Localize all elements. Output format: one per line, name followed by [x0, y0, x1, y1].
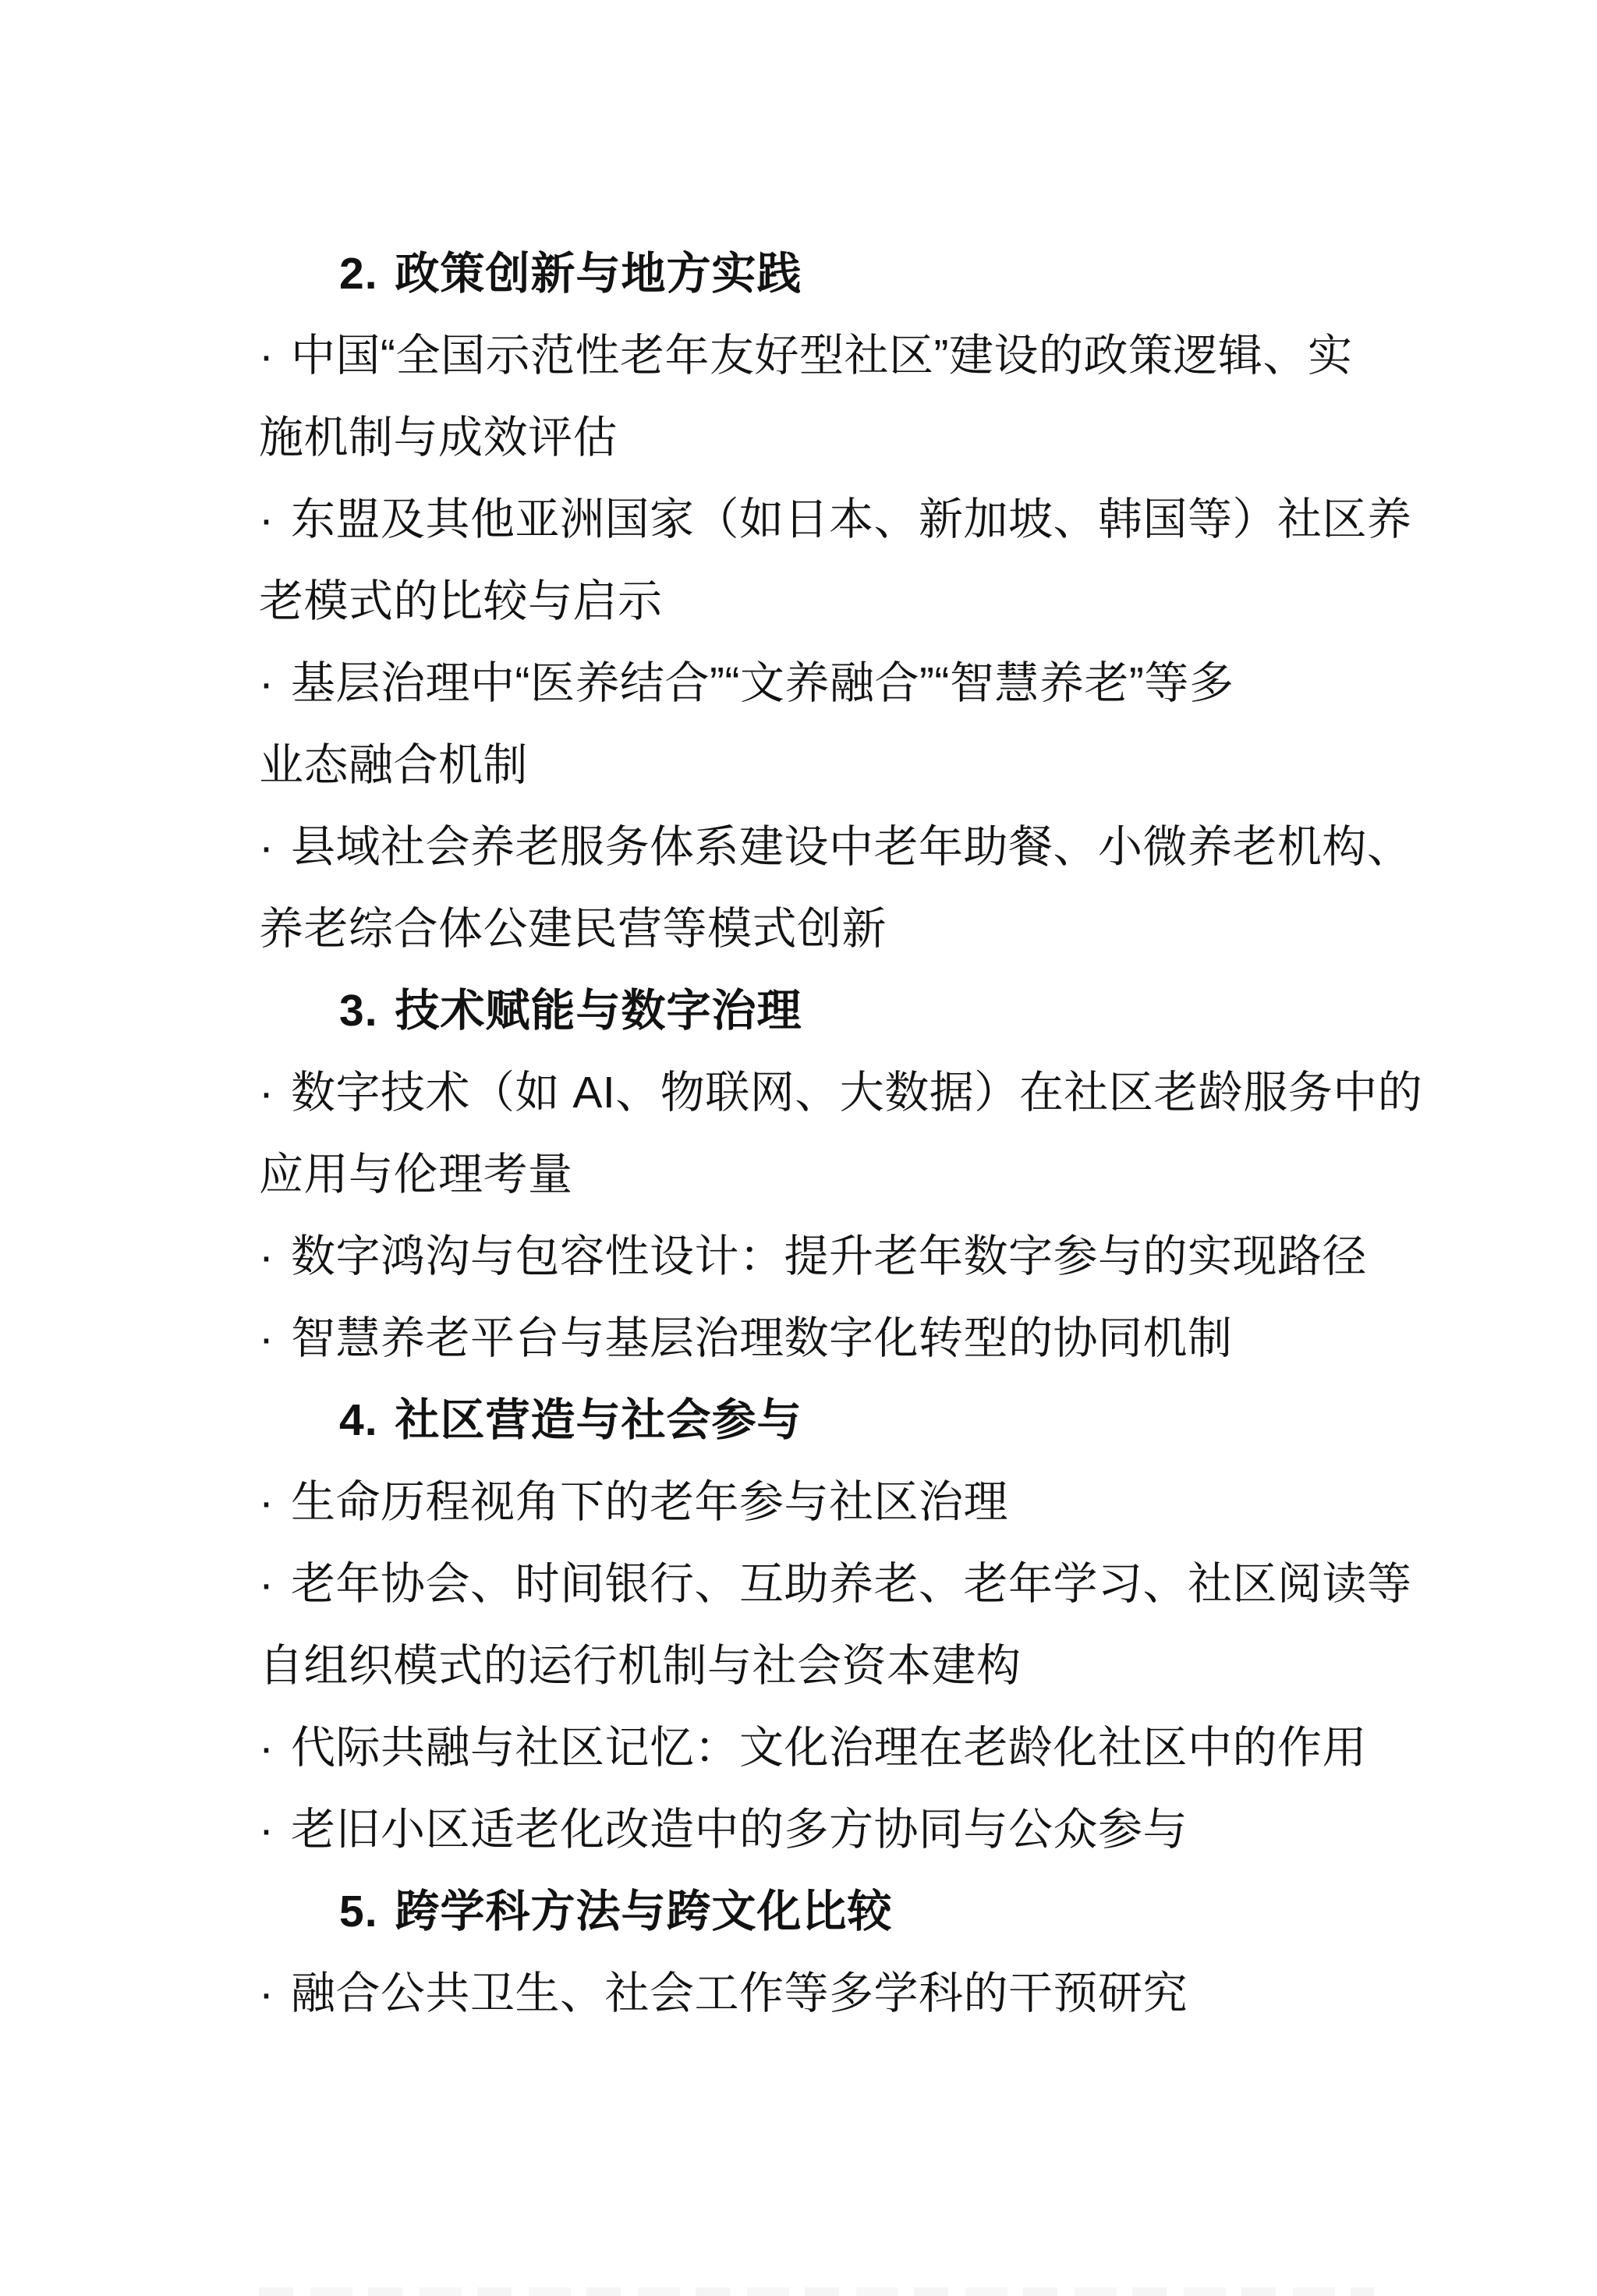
section-number: 2.: [339, 249, 378, 299]
section-title: 跨学科方法与跨文化比较: [395, 1887, 893, 1936]
next-line-cut-off: [259, 2287, 1374, 2296]
bullet-dot: ·: [259, 822, 274, 872]
bullet-dot: ·: [259, 1723, 274, 1773]
topic-text: 智慧养老平台与基层治理数字化转型的协同机制: [291, 1313, 1233, 1363]
bullet-dot: ·: [259, 658, 274, 708]
topic-item-continuation: [259, 1625, 1480, 1707]
section-number: 5.: [339, 1887, 378, 1936]
topic-text: 基层治理中“医养结合”“文养融合”“智慧养老”等多: [291, 658, 1234, 708]
section-number: 3.: [339, 986, 378, 1036]
topic-text: 生命历程视角下的老年参与社区治理: [291, 1477, 1008, 1527]
topic-item: [259, 479, 1480, 561]
topic-text: 数字鸿沟与包容性设计：提升老年数字参与的实现路径: [291, 1231, 1367, 1281]
bullet-dot: ·: [259, 331, 274, 381]
bullet-dot: ·: [259, 1968, 274, 2018]
bullet-dot: ·: [259, 1068, 274, 1118]
topic-text: 应用与伦理考量: [259, 1150, 573, 1199]
bullet-dot: ·: [259, 1477, 274, 1527]
section-number: 4.: [339, 1395, 378, 1445]
section-title: 政策创新与地方实践: [395, 249, 802, 299]
topic-item: [259, 1953, 1480, 2035]
topic-item: [259, 1707, 1480, 1789]
topic-text: 老模式的比较与启示: [259, 576, 663, 626]
topic-item-continuation: [259, 397, 1480, 479]
topic-item: [259, 1216, 1480, 1298]
bullet-dot: ·: [259, 1231, 274, 1281]
section-heading: [259, 233, 1480, 315]
topic-text: 自组织模式的运行机制与社会资本建构: [259, 1641, 1022, 1691]
topic-item-continuation: [259, 1134, 1480, 1216]
bullet-dot: ·: [259, 1313, 274, 1363]
topic-text: 中国“全国示范性老年友好型社区”建设的政策逻辑、实: [291, 331, 1353, 381]
topic-text: 代际共融与社区记忆：文化治理在老龄化社区中的作用: [291, 1723, 1367, 1773]
topic-item: [259, 806, 1480, 888]
section-heading: [259, 970, 1480, 1052]
topic-text: 县域社会养老服务体系建设中老年助餐、小微养老机构、: [291, 822, 1412, 872]
section-heading: [259, 1380, 1480, 1462]
topic-item-continuation: [259, 888, 1480, 970]
bullet-dot: ·: [259, 494, 274, 544]
bullet-dot: ·: [259, 1805, 274, 1855]
document-body: [259, 233, 1480, 2035]
topic-item: [259, 1052, 1480, 1134]
topic-item-continuation: [259, 561, 1480, 643]
topic-item: [259, 643, 1480, 725]
bullet-dot: ·: [259, 1559, 274, 1609]
topic-item: [259, 1789, 1480, 1871]
topic-item: [259, 1298, 1480, 1380]
section-title: 社区营造与社会参与: [395, 1395, 802, 1445]
topic-text: 老年协会、时间银行、互助养老、老年学习、社区阅读等: [291, 1559, 1412, 1609]
topic-text: 养老综合体公建民营等模式创新: [259, 904, 887, 954]
topic-text: 融合公共卫生、社会工作等多学科的干预研究: [291, 1968, 1188, 2018]
topic-item: [259, 315, 1480, 397]
topic-item-continuation: [259, 725, 1480, 806]
section-title: 技术赋能与数字治理: [395, 986, 802, 1036]
topic-item: [259, 1462, 1480, 1543]
topic-text: 东盟及其他亚洲国家（如日本、新加坡、韩国等）社区养: [291, 494, 1412, 544]
topic-text: 施机制与成效评估: [259, 413, 618, 462]
topic-text: 老旧小区适老化改造中的多方协同与公众参与: [291, 1805, 1188, 1855]
section-heading: [259, 1871, 1480, 1953]
topic-text: 数字技术（如 AI、物联网、大数据）在社区老龄服务中的: [291, 1068, 1423, 1118]
topic-text: 业态融合机制: [259, 740, 528, 790]
topic-item: [259, 1543, 1480, 1625]
